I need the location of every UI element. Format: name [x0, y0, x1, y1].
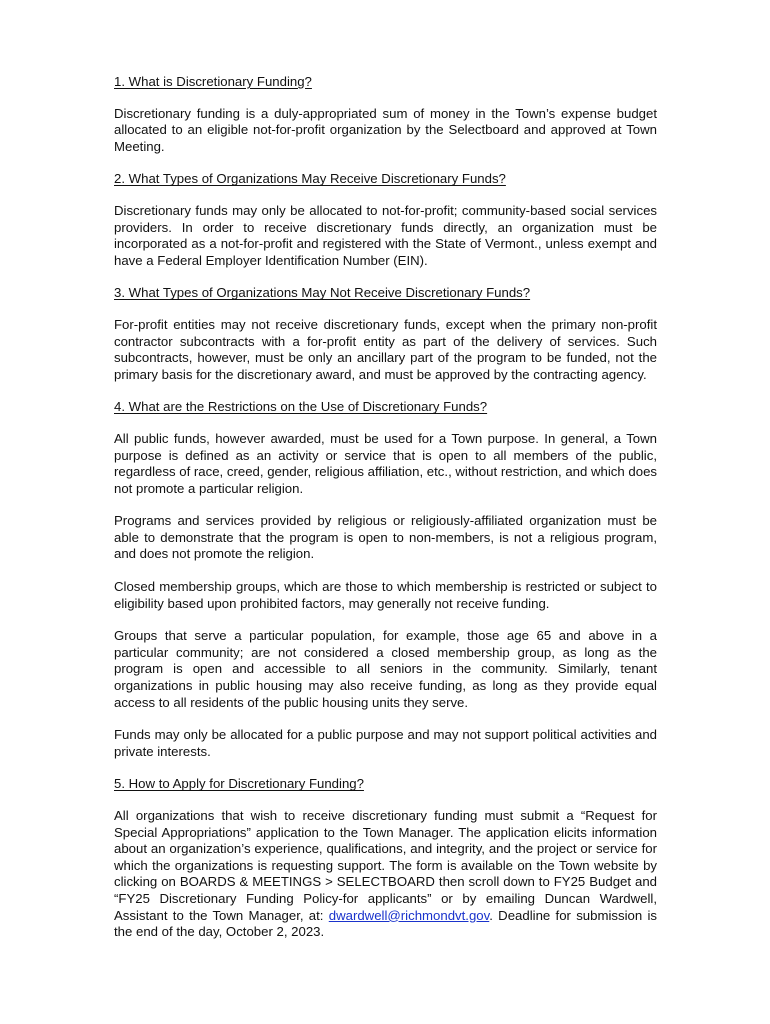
section-4-paragraph-4: Groups that serve a particular population, for example, those age 65 and above in a particular community; are not considered a closed membership group, as long as the program is open and accessible to all seniors in the community. Similarly, tenant organizations in public housing may also receive funding, as long as they provide equal access to all residents of the public housing units they serve. [114, 628, 657, 710]
email-link[interactable]: dwardwell@richmondvt.gov [328, 907, 490, 923]
document-page [114, 74, 657, 941]
section-2-paragraph: Discretionary funds may only be allocated to not-for-profit; community-based social services providers. In order to receive discretionary funds directly, an organization must be incorporated as a not-for-profit and registered with the State of Vermont., unless exempt and have a Federal Employer Identification Number (EIN). [114, 202, 657, 268]
section-4-paragraph-5: Funds may only be allocated for a public purpose and may not support political activities and private interests. [114, 727, 657, 759]
section-5-heading: 5. How to Apply for Discretionary Funding? [114, 776, 364, 792]
section-5-paragraph [114, 808, 657, 941]
section-4-paragraph-1: All public funds, however awarded, must be used for a Town purpose. In general, a Town purpose is defined as an activity or service that is open to all members of the public, regardless of race, creed, gender, religious affiliation, etc., without restriction, and which does not promote a particular religion. [114, 430, 657, 496]
section-2-heading: 2. What Types of Organizations May Receive Discretionary Funds? [114, 171, 506, 187]
section-1-heading: 1. What is Discretionary Funding? [114, 74, 312, 89]
section-3-paragraph: For-profit entities may not receive discretionary funds, except when the primary non-profit contractor subcontracts with a for-profit entity as part of the delivery of services. Such subcontracts, however, must be only an ancillary part of the program to be funded, not the primary basis for the discretionary award, and must be approved by the contracting agency. [114, 316, 657, 382]
section-3-heading: 3. What Types of Organizations May Not Receive Discretionary Funds? [114, 285, 531, 301]
section-1-paragraph: Discretionary funding is a duly-appropriated sum of money in the Town’s expense budget allocated to an eligible not-for-profit organization by the Selectboard and approved at Town Meeting. [114, 105, 657, 154]
apply-text-before-link: All organizations that wish to receive discretionary funding must submit a “Request for Special Appropriations” application to the Town Manager. The application elicits information about an organization’s experience, qualifications, and integrity, and the project or service for which the organizations is requesting support. The form is available on the Town website by clicking on BOARDS & MEETINGS > SELECTBOARD then scroll down to FY25 Budget and “FY25 Discretionary Funding Policy-for applicants” or by emailing Duncan Wardwell, Assistant to the Town Manager, at: [114, 808, 657, 923]
apply-text-after-link: . Deadline for submission is the end of the day, October 2, 2023. [114, 907, 657, 940]
section-4-heading: 4. What are the Restrictions on the Use of Discretionary Funds? [114, 399, 488, 415]
section-4-paragraph-3: Closed membership groups, which are those to which membership is restricted or subject to eligibility based upon prohibited factors, may generally not receive funding. [114, 579, 657, 611]
section-4-paragraph-2: Programs and services provided by religious or religiously-affiliated organization must be able to demonstrate that the program is open to non-members, is not a religious program, and does not promote the religion. [114, 513, 657, 562]
